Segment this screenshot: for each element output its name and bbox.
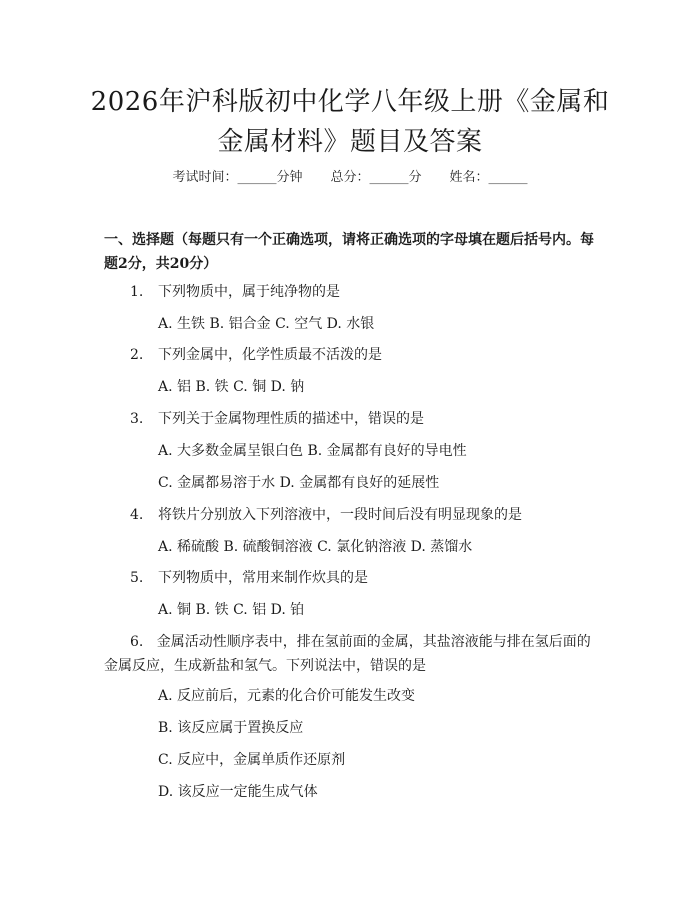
title-line-1: 2026年沪科版初中化学八年级上册《金属和 <box>90 87 610 117</box>
question-3-options-line-2: C. 金属都易溶于水 D. 金属都有良好的延展性 <box>158 475 440 491</box>
question-3-options-line-1: A. 大多数金属呈银白色 B. 金属都有良好的导电性 <box>158 443 467 459</box>
question-number: 6. <box>130 634 144 650</box>
question-1 <box>130 282 340 302</box>
question-text: 下列物质中，属于纯净物的是 <box>158 284 340 300</box>
section-heading: 一、选择题（每题只有一个正确选项，请将正确选项的字母填在题后括号内。每题2分，共20分） <box>104 232 594 272</box>
question-3 <box>130 409 424 429</box>
question-number: 4. <box>130 507 144 523</box>
question-5-options: A. 铜 B. 铁 C. 铝 D. 铂 <box>158 602 305 618</box>
exam-time-field: 考试时间：______分钟 <box>172 170 303 185</box>
question-6-option-b: B. 该反应属于置换反应 <box>158 720 304 736</box>
question-6-option-a: A. 反应前后，元素的化合价可能发生改变 <box>158 688 416 704</box>
total-score-field: 总分：______分 <box>330 170 422 185</box>
question-2-options: A. 铝 B. 铁 C. 铜 D. 钠 <box>158 379 305 395</box>
question-number: 1. <box>130 284 144 300</box>
question-number: 3. <box>130 411 144 427</box>
question-text: 将铁片分别放入下列溶液中，一段时间后没有明显现象的是 <box>158 507 522 523</box>
question-4-options: A. 稀硫酸 B. 硫酸铜溶液 C. 氯化钠溶液 D. 蒸馏水 <box>158 539 473 555</box>
question-1-options: A. 生铁 B. 铝合金 C. 空气 D. 水银 <box>158 316 375 332</box>
question-text: 下列物质中，常用来制作炊具的是 <box>158 570 368 586</box>
question-2 <box>130 345 382 365</box>
student-name-field: 姓名：______ <box>449 170 528 185</box>
question-6-option-d: D. 该反应一定能生成气体 <box>158 784 318 800</box>
question-text: 下列关于金属物理性质的描述中，错误的是 <box>158 411 424 427</box>
question-number: 2. <box>130 347 144 363</box>
question-4 <box>130 505 522 525</box>
question-number: 5. <box>130 570 144 586</box>
question-5 <box>130 568 368 588</box>
question-6 <box>104 630 600 678</box>
document-title <box>60 82 640 162</box>
exam-meta <box>0 169 700 187</box>
question-6-option-c: C. 反应中，金属单质作还原剂 <box>158 752 346 768</box>
question-text: 金属活动性顺序表中，排在氢前面的金属，其盐溶液能与排在氢后面的金属反应，生成新盐和氢气。下列说法中，错误的是 <box>104 634 591 674</box>
question-text: 下列金属中，化学性质最不活泼的是 <box>158 347 382 363</box>
title-line-2: 金属材料》题目及答案 <box>217 127 483 157</box>
